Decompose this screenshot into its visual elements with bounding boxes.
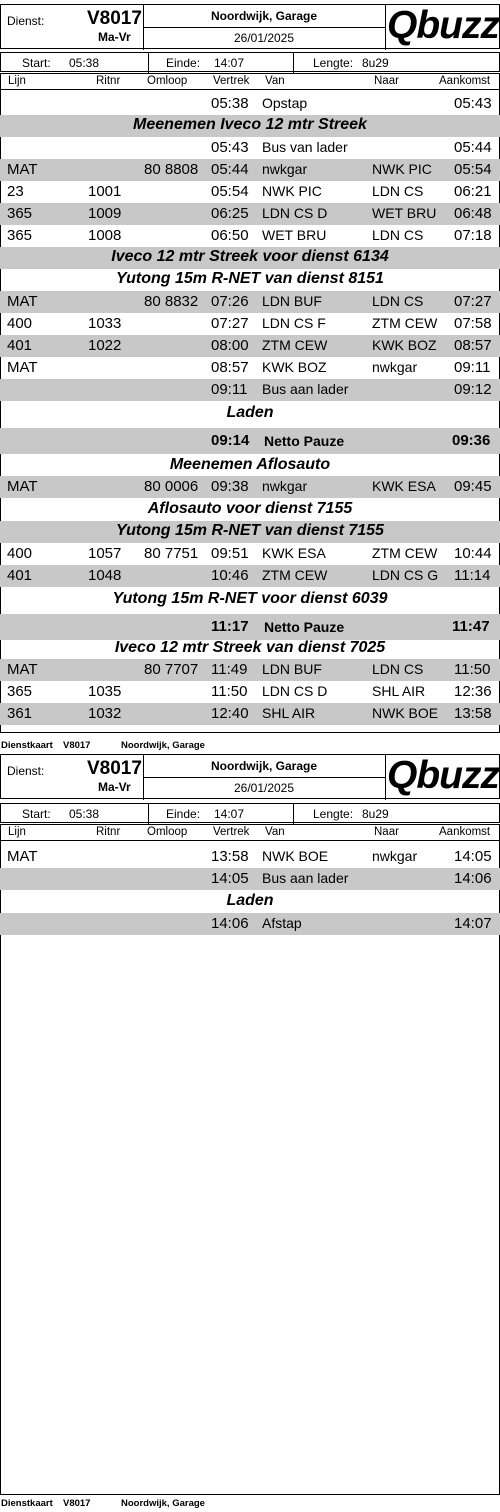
van-cell: LDN BUF	[262, 293, 322, 309]
vertrek-cell: 12:40	[211, 705, 249, 722]
length-value: 8u29	[362, 56, 389, 70]
section-text: Meenemen Aflosauto	[169, 456, 331, 473]
naar-cell: SHL AIR	[372, 683, 426, 699]
vertrek-cell: 06:50	[211, 227, 249, 244]
section-heading	[0, 403, 500, 425]
schedule-row	[0, 565, 500, 587]
schedule-row	[0, 379, 500, 401]
aankomst-cell: 11:47	[452, 618, 490, 635]
footer-code: V8017	[63, 740, 91, 751]
qbuzz-logo: Qbuzz	[387, 754, 499, 797]
lijn-cell: 365	[7, 205, 33, 222]
schedule-body	[0, 841, 500, 1495]
naar-cell: LDN CS G	[372, 567, 439, 583]
schedule-row	[0, 159, 500, 181]
naar-cell: NWK PIC	[372, 161, 432, 177]
vertrek-cell: 07:27	[211, 315, 249, 332]
van-cell: Bus aan lader	[262, 870, 349, 886]
schedule-row	[0, 335, 500, 357]
section-text: Meenemen Iveco 12 mtr Streek	[133, 116, 367, 133]
header-box	[0, 4, 500, 49]
lijn-cell: MAT	[7, 161, 38, 178]
footer-code: V8017	[63, 1498, 91, 1509]
section-heading	[0, 269, 500, 291]
lijn-cell: MAT	[7, 661, 38, 678]
aankomst-cell: 05:43	[454, 95, 492, 112]
aankomst-cell: 08:57	[454, 337, 492, 354]
van-cell: LDN CS D	[262, 683, 328, 699]
vertrek-cell: 05:43	[211, 139, 249, 156]
van-cell: ZTM CEW	[262, 337, 328, 353]
section-heading	[0, 589, 500, 611]
van-cell: Opstap	[262, 95, 308, 111]
ritnr-cell: 1001	[88, 183, 122, 200]
omloop-cell: 80 7751	[144, 545, 199, 562]
schedule-row	[0, 476, 500, 498]
van-cell: NWK BOE	[262, 848, 329, 864]
ritnr-cell: 1032	[88, 705, 122, 722]
schedule-row	[0, 681, 500, 703]
ritnr-cell: 1009	[88, 205, 122, 222]
naar-cell: nwkgar	[372, 359, 418, 375]
col-naar: Naar	[374, 826, 399, 838]
aankomst-cell: 09:11	[454, 359, 491, 376]
lijn-cell: 365	[7, 683, 33, 700]
van-cell: LDN BUF	[262, 661, 322, 677]
van-cell: Afstap	[262, 915, 302, 931]
aankomst-cell: 07:18	[454, 227, 492, 244]
lijn-cell: MAT	[7, 478, 38, 495]
dienst-label: Dienst:	[7, 764, 45, 778]
dienst-code: V8017	[87, 758, 142, 779]
van-cell: LDN CS F	[262, 315, 326, 331]
footer-label: Dienstkaart	[1, 1498, 53, 1509]
aankomst-cell: 07:27	[454, 293, 492, 310]
schedule-row	[0, 225, 500, 247]
van-cell: LDN CS D	[262, 205, 328, 221]
naar-cell: KWK ESA	[372, 478, 436, 494]
vertrek-cell: 08:00	[211, 337, 249, 354]
col-aankomst: Aankomst	[439, 826, 491, 838]
schedule-row	[0, 291, 500, 313]
column-header-row	[0, 73, 500, 90]
col-ritnr: Ritnr	[96, 75, 121, 87]
section-heading	[0, 638, 500, 660]
aankomst-cell: 06:48	[454, 205, 492, 222]
lijn-cell: 400	[7, 315, 33, 332]
vertrek-cell: 09:51	[211, 545, 249, 562]
vertrek-cell: 14:05	[211, 870, 249, 887]
lijn-cell: 23	[7, 183, 24, 200]
section-heading	[0, 455, 500, 477]
end-label: Einde:	[166, 56, 201, 70]
omloop-cell: 80 7707	[144, 661, 199, 678]
section-text: Aflosauto voor dienst 7155	[147, 500, 353, 517]
schedule-row	[0, 203, 500, 225]
end-time: 14:07	[214, 56, 245, 70]
lijn-cell: 400	[7, 545, 33, 562]
col-lijn: Lijn	[8, 75, 26, 87]
section-text: Laden	[226, 404, 274, 421]
aankomst-cell: 13:58	[454, 705, 492, 722]
section-heading	[0, 247, 500, 269]
schedule-row	[0, 913, 500, 935]
section-text: Laden	[226, 892, 274, 909]
col-vertrek: Vertrek	[213, 75, 250, 87]
lijn-cell: 361	[7, 705, 33, 722]
end-time: 14:07	[214, 807, 245, 821]
col-van: Van	[265, 826, 285, 838]
van-cell: WET BRU	[262, 227, 327, 243]
start-label: Start:	[22, 56, 51, 70]
van-cell: KWK ESA	[262, 545, 326, 561]
info-bar	[0, 52, 500, 72]
pause-row	[0, 614, 500, 640]
dienst-days: Ma-Vr	[98, 780, 131, 794]
pause-label: Netto Pauze	[264, 433, 345, 449]
col-ritnr: Ritnr	[96, 826, 121, 838]
dienstkaart-page-2	[0, 754, 500, 1512]
start-time: 05:38	[69, 807, 100, 821]
naar-cell: ZTM CEW	[372, 545, 438, 561]
lijn-cell: 401	[7, 567, 33, 584]
naar-cell: NWK BOE	[372, 705, 439, 721]
column-header-row	[0, 824, 500, 841]
vertrek-cell: 05:38	[211, 95, 249, 112]
van-cell: NWK PIC	[262, 183, 322, 199]
dienst-days: Ma-Vr	[98, 30, 131, 44]
qbuzz-logo: Qbuzz	[387, 4, 499, 47]
section-heading	[0, 891, 500, 913]
service-date: 26/01/2025	[233, 781, 295, 795]
aankomst-cell: 14:07	[454, 915, 492, 932]
lijn-cell: MAT	[7, 293, 38, 310]
naar-cell: LDN CS	[372, 183, 424, 199]
naar-cell: LDN CS	[372, 227, 424, 243]
col-van: Van	[265, 75, 285, 87]
naar-cell: WET BRU	[372, 205, 437, 221]
vertrek-cell: 09:14	[211, 432, 250, 449]
aankomst-cell: 10:44	[454, 545, 492, 562]
schedule-row	[0, 846, 500, 868]
aankomst-cell: 05:54	[454, 161, 492, 178]
vertrek-cell: 13:58	[211, 848, 249, 865]
omloop-cell: 80 8832	[144, 293, 199, 310]
vertrek-cell: 11:49	[211, 661, 248, 678]
van-cell: nwkgar	[262, 161, 308, 177]
vertrek-cell: 09:38	[211, 478, 249, 495]
van-cell: ZTM CEW	[262, 567, 328, 583]
schedule-row	[0, 703, 500, 725]
dienstkaart-page-1	[0, 0, 500, 751]
schedule-row	[0, 137, 500, 159]
length-label: Lengte:	[313, 807, 354, 821]
aankomst-cell: 05:44	[454, 139, 492, 156]
footer-place: Noordwijk, Garage	[121, 740, 205, 751]
omloop-cell: 80 8808	[144, 161, 199, 178]
col-vertrek: Vertrek	[213, 826, 250, 838]
pause-label: Netto Pauze	[264, 619, 345, 635]
ritnr-cell: 1048	[88, 567, 122, 584]
van-cell: nwkgar	[262, 478, 308, 494]
section-text: Yutong 15m R-NET voor dienst 6039	[112, 590, 388, 607]
col-lijn: Lijn	[8, 826, 26, 838]
location-title: Noordwijk, Garage	[210, 9, 318, 23]
lijn-cell: MAT	[7, 848, 38, 865]
naar-cell: LDN CS	[372, 293, 424, 309]
end-label: Einde:	[166, 807, 201, 821]
header-box	[0, 754, 500, 799]
service-date: 26/01/2025	[233, 31, 295, 45]
footer-label: Dienstkaart	[1, 740, 53, 751]
van-cell: Bus aan lader	[262, 381, 349, 397]
ritnr-cell: 1035	[88, 683, 122, 700]
start-label: Start:	[22, 807, 51, 821]
lijn-cell: MAT	[7, 359, 38, 376]
omloop-cell: 80 0006	[144, 478, 199, 495]
info-bar	[0, 803, 500, 823]
start-time: 05:38	[69, 56, 100, 70]
naar-cell: nwkgar	[372, 848, 418, 864]
aankomst-cell: 11:14	[454, 567, 491, 584]
footer-place: Noordwijk, Garage	[121, 1498, 205, 1509]
aankomst-cell: 09:36	[452, 432, 491, 449]
schedule-row	[0, 659, 500, 681]
section-heading	[0, 115, 500, 137]
schedule-row	[0, 543, 500, 565]
aankomst-cell: 07:58	[454, 315, 492, 332]
vertrek-cell: 14:06	[211, 915, 249, 932]
schedule-row	[0, 93, 500, 115]
vertrek-cell: 11:50	[211, 683, 248, 700]
location-title: Noordwijk, Garage	[210, 759, 318, 773]
ritnr-cell: 1033	[88, 315, 122, 332]
dienst-code: V8017	[87, 8, 142, 29]
schedule-row	[0, 181, 500, 203]
col-aankomst: Aankomst	[439, 75, 491, 87]
van-cell: KWK BOZ	[262, 359, 327, 375]
dienst-label: Dienst:	[7, 14, 45, 28]
vertrek-cell: 05:54	[211, 183, 249, 200]
length-value: 8u29	[362, 807, 389, 821]
section-heading	[0, 499, 500, 521]
vertrek-cell: 11:17	[211, 618, 249, 635]
section-text: Yutong 15m R-NET van dienst 8151	[116, 270, 384, 287]
lijn-cell: 401	[7, 337, 33, 354]
section-text: Iveco 12 mtr Streek van dienst 7025	[114, 639, 386, 656]
ritnr-cell: 1008	[88, 227, 122, 244]
section-heading	[0, 521, 500, 543]
schedule-row	[0, 357, 500, 379]
aankomst-cell: 12:36	[454, 683, 492, 700]
van-cell: Bus van lader	[262, 139, 348, 155]
vertrek-cell: 06:25	[211, 205, 249, 222]
col-omloop: Omloop	[147, 826, 188, 838]
vertrek-cell: 08:57	[211, 359, 249, 376]
vertrek-cell: 07:26	[211, 293, 249, 310]
pause-row	[0, 428, 500, 454]
schedule-row	[0, 868, 500, 890]
aankomst-cell: 14:05	[454, 848, 492, 865]
aankomst-cell: 14:06	[454, 870, 492, 887]
vertrek-cell: 09:11	[211, 381, 248, 398]
schedule-row	[0, 313, 500, 335]
vertrek-cell: 10:46	[211, 567, 249, 584]
col-omloop: Omloop	[147, 75, 188, 87]
col-naar: Naar	[374, 75, 399, 87]
naar-cell: KWK BOZ	[372, 337, 437, 353]
van-cell: SHL AIR	[262, 705, 316, 721]
naar-cell: LDN CS	[372, 661, 424, 677]
section-text: Yutong 15m R-NET van dienst 7155	[116, 522, 384, 539]
naar-cell: ZTM CEW	[372, 315, 438, 331]
section-text: Iveco 12 mtr Streek voor dienst 6134	[111, 248, 389, 265]
aankomst-cell: 09:45	[454, 478, 492, 495]
ritnr-cell: 1057	[88, 545, 122, 562]
lijn-cell: 365	[7, 227, 33, 244]
aankomst-cell: 11:50	[454, 661, 491, 678]
length-label: Lengte:	[313, 56, 354, 70]
aankomst-cell: 09:12	[454, 381, 492, 398]
aankomst-cell: 06:21	[454, 183, 492, 200]
vertrek-cell: 05:44	[211, 161, 249, 178]
ritnr-cell: 1022	[88, 337, 122, 354]
